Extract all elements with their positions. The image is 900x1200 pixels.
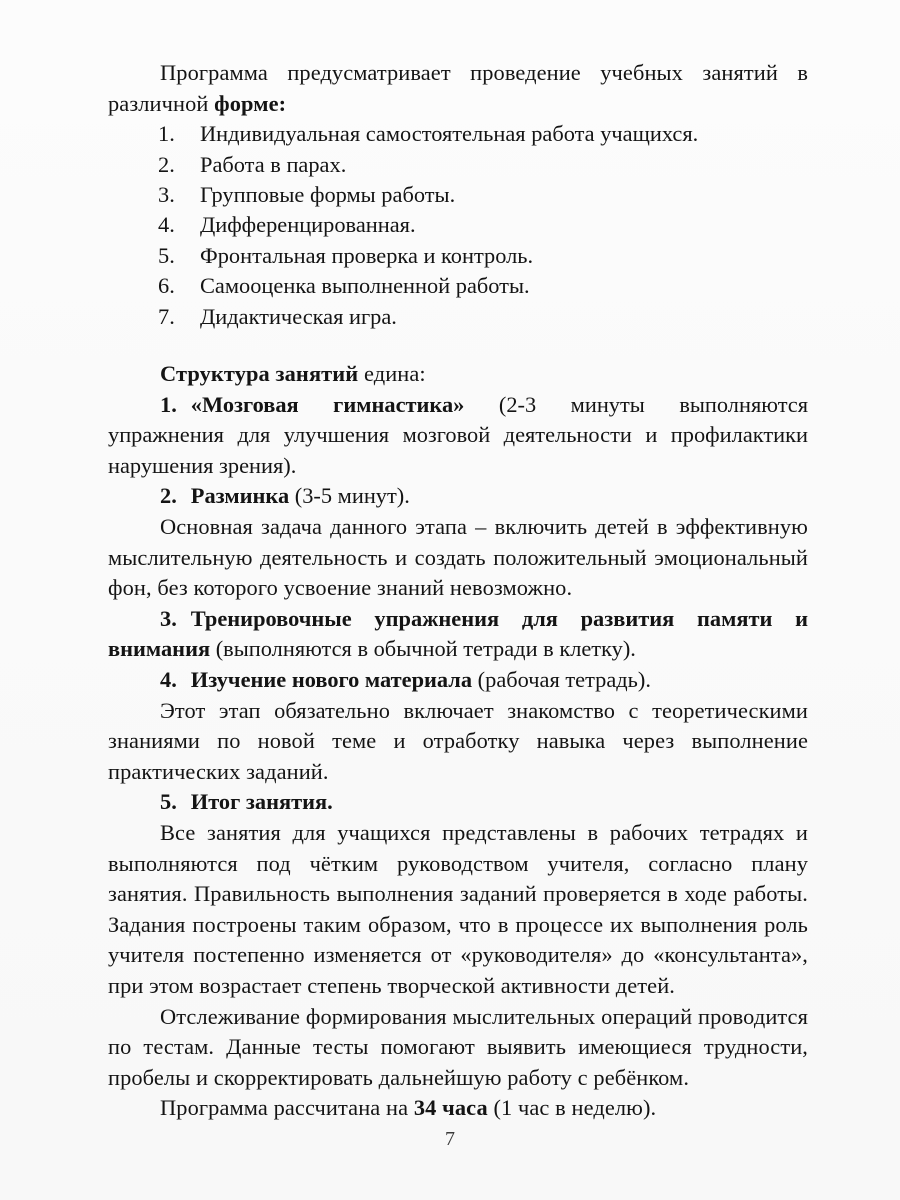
structure-item-2 (108, 481, 808, 512)
closing-paragraph-3-suffix: (1 час в неделю). (487, 1095, 657, 1121)
section-spacer (108, 332, 808, 359)
structure-item-3 (108, 604, 808, 665)
structure-heading-rest: едина: (358, 361, 426, 387)
list-item (108, 119, 808, 149)
list-item-number: 3. (158, 182, 175, 207)
structure-item-body: (рабочая тетрадь). (472, 666, 651, 692)
intro-bold-word: форме: (214, 90, 287, 116)
structure-item-5 (108, 787, 808, 818)
closing-paragraph-3-hours: 34 часа (413, 1095, 488, 1121)
list-item-label: Самооценка выполненной работы. (200, 273, 530, 299)
structure-item-title: «Мозговая гимнастика» (190, 391, 465, 417)
structure-item-body: (2-3 минуты выполняются упражнения для улучшения мозговой деятельности и профилактики нарушения зрения). (108, 391, 808, 478)
list-item-number: 4. (158, 212, 175, 238)
document-body (108, 58, 808, 1124)
list-item-label: Групповые формы работы. (200, 182, 456, 207)
list-item (108, 271, 808, 301)
form-list (108, 119, 808, 332)
structure-item-body: (выполняются в обычной тетради в клетку). (210, 636, 636, 662)
structure-item-1 (108, 390, 808, 482)
intro-paragraph (108, 58, 808, 119)
structure-item-body: (3-5 минут). (289, 483, 410, 509)
list-item (108, 210, 808, 240)
list-item-label: Фронтальная проверка и контроль. (200, 242, 534, 268)
structure-item-number: 1. (160, 391, 177, 417)
structure-item-4 (108, 665, 808, 696)
structure-item-number: 4. (160, 666, 177, 692)
structure-item-number: 2. (160, 483, 177, 509)
list-item-number: 5. (158, 242, 175, 268)
list-item-label: Дидактическая игра. (200, 303, 397, 329)
list-item (108, 150, 808, 180)
structure-item-title: Разминка (190, 483, 290, 509)
list-item (108, 180, 808, 210)
list-item-number: 1. (158, 121, 175, 147)
list-item-label: Работа в парах. (200, 151, 347, 177)
closing-paragraph-3 (108, 1093, 808, 1124)
closing-paragraph-1: Все занятия для учащихся представлены в рабочих тетрадях и выполняются под чётким руководством учителя, согласно плану занятия. Правильность выполнения заданий проверяется в ходе работы. Задания построены таким образом, что в процессе их выполнения роль учителя постепенно изменяется от «руководителя» до «консультанта», при этом возрастает степень творческой активности детей. (108, 819, 808, 998)
list-item-number: 6. (158, 273, 175, 299)
list-item (108, 302, 808, 332)
structure-item-number: 5. (160, 789, 177, 815)
structure-heading-bold: Структура занятий (160, 361, 359, 387)
structure-item-title: Изучение нового материала (190, 666, 473, 692)
structure-item-title: Итог занятия. (190, 789, 333, 815)
list-item (108, 241, 808, 271)
structure-item-number: 3. (160, 605, 177, 631)
list-item-label: Дифференцированная. (200, 212, 416, 238)
closing-paragraph-2: Отслеживание формирования мыслительных операций проводится по тестам. Данные тесты помогают выявить имеющиеся трудности, пробелы и скорректировать дальнейшую работу с ребёнком. (108, 1003, 808, 1090)
list-item-number: 2. (158, 151, 175, 177)
page-number: 7 (445, 1128, 455, 1150)
list-item-number: 7. (158, 303, 175, 329)
closing-paragraph-3-prefix: Программа рассчитана на (160, 1095, 414, 1121)
structure-heading (108, 359, 808, 390)
structure-body-after-item-4: Этот этап обязательно включает знакомство с теоретическими знаниями по новой теме и отработку навыка через выполнение практических заданий. (108, 697, 808, 784)
structure-item-title: Тренировочные упражнения для развития памяти и внимания (108, 605, 808, 662)
list-item-label: Индивидуальная самостоятельная работа учащихся. (200, 121, 699, 147)
structure-body-after-item-2: Основная задача данного этапа – включить детей в эффективную мыслительную деятельность и создать положительный эмоциональный фон, без которого усвоение знаний невозможно. (108, 514, 808, 601)
intro-text: Программа предусматривает проведение учебных занятий в различной (108, 60, 808, 116)
